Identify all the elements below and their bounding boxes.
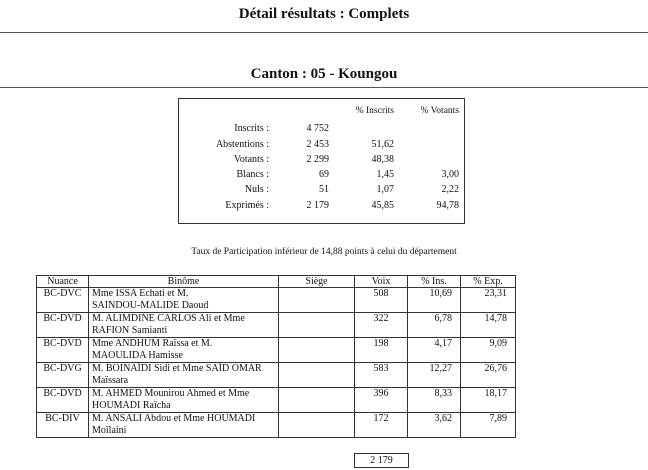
binome-cell: [89, 388, 279, 413]
col-pct-votants: % Votants: [420, 106, 459, 116]
summary-value: 4 752: [306, 123, 329, 134]
summary-label: Blancs :: [236, 169, 269, 180]
summary-row: [179, 169, 464, 184]
divider: [0, 87, 648, 88]
table-row: [37, 388, 516, 413]
summary-label: Exprimés :: [225, 200, 269, 211]
summary-row: [179, 139, 464, 154]
nuance-cell: BC-DIV: [37, 413, 89, 438]
summary-row: [179, 184, 464, 199]
voix-cell: 508: [355, 288, 408, 313]
binome-cell: [89, 413, 279, 438]
summary-value: 2 453: [306, 139, 329, 150]
summary-value: 51: [319, 184, 329, 195]
table-row: [37, 313, 516, 338]
summary-label: Abstentions :: [215, 139, 269, 150]
header-nuance: Nuance: [37, 276, 89, 288]
header-pct-exp: % Exp.: [461, 276, 516, 288]
pct-exp-cell: 9,09: [461, 338, 516, 363]
header-pct-ins: % Ins.: [408, 276, 461, 288]
binome-cell: [89, 313, 279, 338]
participation-note: Taux de Participation inférieur de 14,88 points à celui du département: [191, 247, 457, 257]
pct-ins-cell: 4,17: [408, 338, 461, 363]
siege-cell: [279, 413, 355, 438]
nuance-cell: BC-DVD: [37, 313, 89, 338]
summary-label: Inscrits :: [234, 123, 269, 134]
table-row: [37, 338, 516, 363]
siege-cell: [279, 363, 355, 388]
summary-row: [179, 154, 464, 169]
voix-cell: 396: [355, 388, 408, 413]
summary-value: 69: [319, 169, 329, 180]
results-table: [36, 275, 516, 438]
table-row: [37, 288, 516, 313]
summary-pct-votants: 2,22: [441, 184, 459, 195]
summary-pct-inscrits: 51,62: [371, 139, 394, 150]
pct-exp-cell: 7,89: [461, 413, 516, 438]
header-binome: Binôme: [89, 276, 279, 288]
pct-exp-cell: 26,76: [461, 363, 516, 388]
binome-line1: Mme ANDHUM Raïssa et M.: [92, 338, 213, 349]
pct-ins-cell: 10,69: [408, 288, 461, 313]
voix-cell: 172: [355, 413, 408, 438]
summary-value: 2 179: [306, 200, 329, 211]
summary-pct-votants: 3,00: [441, 169, 459, 180]
header-siege: Siège: [279, 276, 355, 288]
summary-label: Votants :: [233, 154, 269, 165]
binome-cell: [89, 288, 279, 313]
binome-line1: M. ANSALI Abdou et Mme HOUMADI: [92, 413, 256, 424]
binome-cell: [89, 363, 279, 388]
pct-exp-cell: 14,78: [461, 313, 516, 338]
summary-pct-inscrits: 1,07: [376, 184, 394, 195]
binome-line1: M. AHMED Mounirou Ahmed et Mme: [92, 388, 250, 399]
nuance-cell: BC-DVD: [37, 338, 89, 363]
binome-line2: Moïlaini: [92, 425, 127, 436]
binome-cell: [89, 338, 279, 363]
pct-ins-cell: 12,27: [408, 363, 461, 388]
pct-ins-cell: 3,62: [408, 413, 461, 438]
siege-cell: [279, 388, 355, 413]
nuance-cell: BC-DVD: [37, 388, 89, 413]
pct-ins-cell: 8,33: [408, 388, 461, 413]
summary-label: Nuls :: [244, 184, 269, 195]
nuance-cell: BC-DVC: [37, 288, 89, 313]
summary-pct-inscrits: 1,45: [376, 169, 394, 180]
binome-line2: MAOULIDA Hamisse: [92, 350, 183, 361]
summary-row: [179, 123, 464, 138]
voix-cell: 322: [355, 313, 408, 338]
canton-title: Canton : 05 - Koungou: [250, 66, 398, 82]
summary-value: 2 299: [306, 154, 329, 165]
summary-header-row: [179, 106, 464, 121]
voix-cell: 198: [355, 338, 408, 363]
nuance-cell: BC-DVG: [37, 363, 89, 388]
binome-line2: RAFION Samianti: [92, 325, 168, 336]
header-voix: Voix: [355, 276, 408, 288]
summary-row: [179, 200, 464, 215]
page-title: Détail résultats : Complets: [238, 6, 410, 22]
pct-exp-cell: 23,31: [461, 288, 516, 313]
summary-box: [178, 98, 465, 224]
pct-exp-cell: 18,17: [461, 388, 516, 413]
divider: [0, 32, 648, 33]
col-pct-inscrits: % Inscrits: [355, 106, 394, 116]
binome-line1: M. ALIMDINE CARLOS Ali et Mme: [92, 313, 245, 324]
binome-line1: Mme ISSA Echati et M.: [92, 288, 189, 299]
siege-cell: [279, 313, 355, 338]
total-voix: 2 179: [354, 453, 409, 468]
summary-pct-inscrits: 48,38: [371, 154, 394, 165]
binome-line1: M. BOINAÏDI Sidi et Mme SAÏD OMAR: [92, 363, 262, 374]
siege-cell: [279, 288, 355, 313]
binome-line2: Maïssara: [92, 375, 129, 386]
voix-cell: 583: [355, 363, 408, 388]
pct-ins-cell: 6,78: [408, 313, 461, 338]
table-row: [37, 363, 516, 388]
summary-pct-votants: 94,78: [436, 200, 459, 211]
siege-cell: [279, 338, 355, 363]
summary-pct-inscrits: 45,85: [371, 200, 394, 211]
table-row: [37, 413, 516, 438]
binome-line2: SAINDOU-MALIDE Daoud: [92, 300, 209, 311]
results-header-row: [37, 276, 516, 288]
binome-line2: HOUMADI Raïcha: [92, 400, 171, 411]
